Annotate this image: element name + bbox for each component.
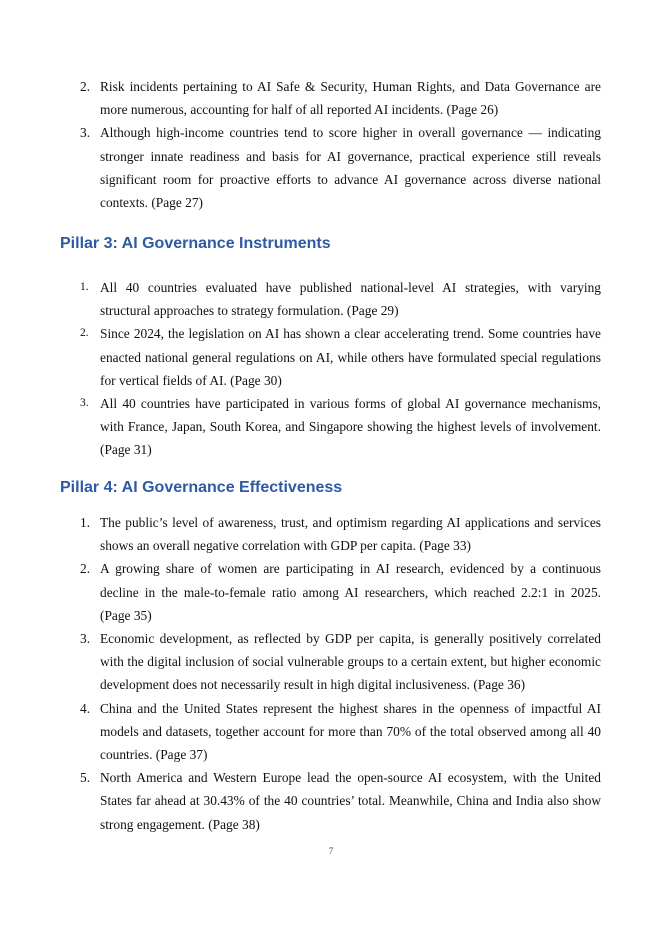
list-item (60, 697, 601, 767)
item-number: 2. (80, 327, 89, 340)
pillar4-heading: Pillar 4: AI Governance Effectiveness (60, 479, 343, 496)
item-number: 1. (80, 515, 91, 530)
item-text: Since 2024, the legislation on AI has shown a clear accelerating trend. Some countries have enacted national general regulations on AI, while others have formulated special regulations for vertical fields of AI. (Page 30) (100, 326, 601, 388)
pillar2-findings-list (60, 75, 601, 214)
item-text: Risk incidents pertaining to AI Safe & Security, Human Rights, and Data Governance are more numerous, accounting for half of all reported AI incidents. (Page 26) (100, 79, 601, 118)
item-text: Although high-income countries tend to score higher in overall governance — indicating stronger innate readiness and basis for AI governance, practical experience still reveals significant room for proactive efforts to advance AI governance across diverse national contexts. (Page 27) (100, 125, 601, 211)
item-number: 4. (80, 700, 91, 716)
list-item (60, 276, 601, 322)
list-item (60, 392, 601, 462)
item-number: 5. (80, 770, 91, 786)
list-item (60, 627, 601, 697)
item-number: 1. (80, 281, 89, 293)
list-item (60, 121, 601, 214)
item-text: Economic development, as reflected by GDP per capita, is generally positively correlated with the digital inclusion of social vulnerable groups to a certain extent, but higher economic development does not necessarily result in high digital inclusiveness. (Page 36) (100, 631, 601, 693)
pillar4-findings-list (60, 511, 601, 836)
pillar3-findings-list (60, 276, 601, 462)
item-text: North America and Western Europe lead the open-source AI ecosystem, with the United States far ahead at 30.43% of the 40 countries’ total. Meanwhile, China and India also show strong engagement. (Page 38) (100, 770, 601, 832)
page-number: 7 (328, 846, 334, 856)
item-text: China and the United States represent the highest shares in the openness of impactful AI models and datasets, together account for more than 70% of the total observed among all 40 countries. (Page 37) (100, 700, 601, 763)
list-item (60, 766, 601, 836)
item-text: A growing share of women are participating in AI research, evidenced by a continuous decline in the male-to-female ratio among AI researchers, which reached 2.2:1 in 2025. (Page 35) (100, 561, 601, 623)
item-number: 2. (80, 79, 91, 94)
item-number: 3. (80, 125, 91, 141)
item-number: 3. (80, 631, 91, 647)
pillar3-heading: Pillar 3: AI Governance Instruments (60, 235, 331, 252)
list-item (60, 322, 601, 392)
list-item (60, 511, 601, 557)
list-item (60, 557, 601, 627)
item-number: 3. (80, 397, 89, 410)
item-text: The public’s level of awareness, trust, and optimism regarding AI applications and services shows an overall negative correlation with GDP per capita. (Page 33) (100, 515, 601, 554)
item-text: All 40 countries have participated in various forms of global AI governance mechanisms, with France, Japan, South Korea, and Singapore showing the highest levels of involvement. (Page 31) (100, 396, 601, 458)
item-number: 2. (80, 561, 91, 577)
item-text: All 40 countries evaluated have published national-level AI strategies, with varying structural approaches to strategy formulation. (Page 29) (100, 280, 601, 319)
list-item (60, 75, 601, 121)
